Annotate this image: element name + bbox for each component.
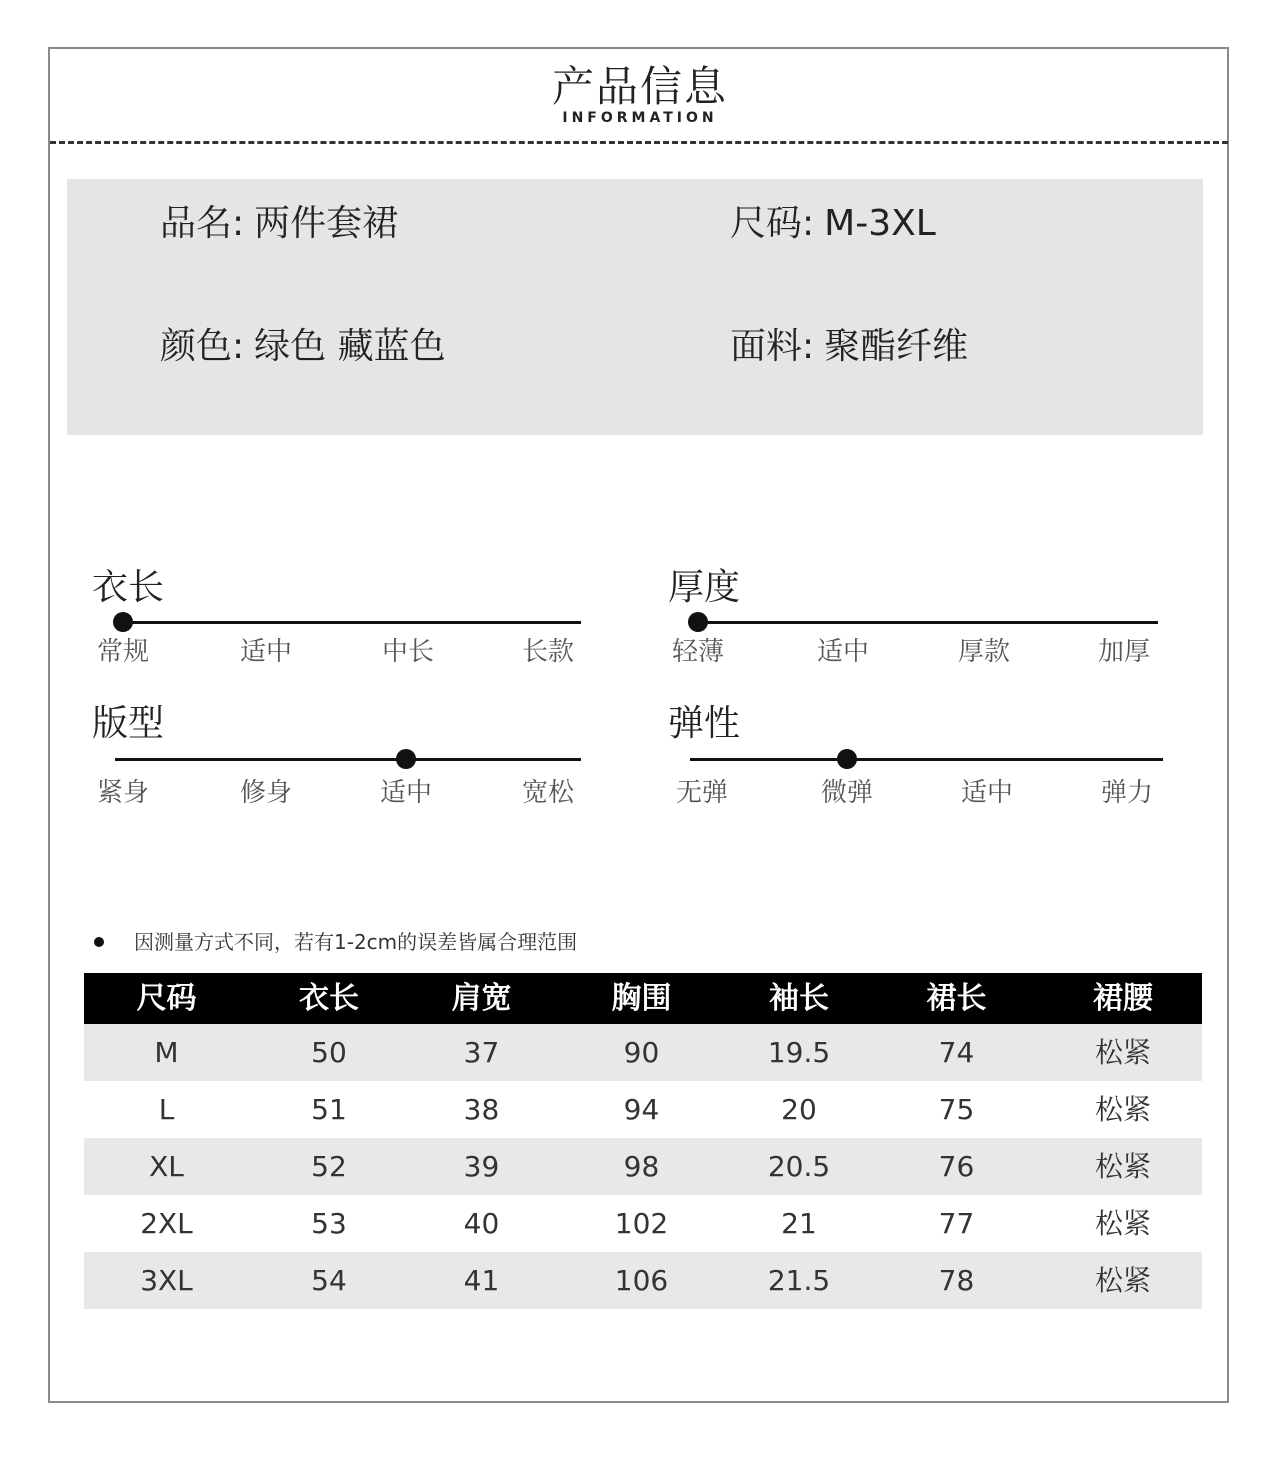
attribute-scale-option: 无弹 (675, 778, 728, 808)
attribute-scale-option: 紧身 (96, 778, 149, 808)
attribute-scale-marker (837, 749, 857, 769)
table-cell: 76 (938, 1150, 975, 1183)
product-color (160, 325, 446, 369)
attribute-scale-track (690, 758, 1163, 761)
table-cell: 20 (781, 1093, 817, 1126)
size-table-header (84, 973, 1202, 1024)
attribute-scale-option: 宽松 (521, 778, 574, 808)
attribute-scale-option: 适中 (960, 778, 1013, 808)
product-name-label: 品名: (160, 203, 245, 244)
table-cell: 37 (463, 1036, 500, 1069)
table-cell: 74 (938, 1036, 975, 1069)
bullet-icon (94, 937, 104, 947)
table-cell: 松紧 (1094, 1093, 1151, 1126)
table-cell: 98 (623, 1150, 660, 1183)
table-cell: 77 (938, 1207, 975, 1240)
table-cell: 51 (311, 1093, 347, 1126)
attribute-scale-option: 加厚 (1097, 637, 1150, 667)
product-name-value: 两件套裙 (254, 203, 399, 244)
attribute-title: 厚度 (668, 567, 741, 608)
attribute-scale-option: 弹力 (1100, 778, 1153, 808)
table-cell: 2XL (140, 1207, 193, 1240)
table-row (84, 1081, 1202, 1138)
product-color-value: 绿色 藏蓝色 (254, 326, 446, 367)
product-fabric-value: 聚酯纤维 (824, 326, 969, 367)
page-title: 产品信息 (551, 62, 728, 111)
table-cell: 78 (938, 1264, 975, 1297)
header-cell: 衣长 (299, 981, 359, 1016)
table-cell: 19.5 (767, 1036, 831, 1069)
page-subtitle: INFORMATION (562, 110, 718, 126)
product-fabric (730, 325, 968, 369)
table-row (84, 1138, 1202, 1195)
table-cell: XL (149, 1150, 184, 1183)
attribute-scale-marker (113, 612, 133, 632)
table-cell: 50 (311, 1036, 347, 1069)
attribute-scale-option: 厚款 (957, 637, 1010, 667)
table-cell: 54 (311, 1264, 347, 1297)
attribute-scale-track (115, 621, 581, 624)
header-cell: 裙腰 (1093, 981, 1153, 1016)
table-cell: 41 (463, 1264, 500, 1297)
attribute-scale-option: 长款 (521, 637, 574, 667)
header-cell: 袖长 (769, 981, 829, 1016)
table-cell: 90 (623, 1036, 660, 1069)
attribute-title: 衣长 (92, 567, 165, 608)
attribute-title: 版型 (92, 703, 165, 744)
product-fabric-label: 面料: (730, 326, 815, 367)
table-cell: 102 (614, 1207, 669, 1240)
table-cell: 40 (463, 1207, 500, 1240)
table-cell: M (154, 1036, 179, 1069)
table-cell: 21.5 (767, 1264, 831, 1297)
attribute-scale-option: 适中 (816, 637, 869, 667)
table-cell: 松紧 (1094, 1264, 1151, 1297)
table-cell: 106 (614, 1264, 669, 1297)
measurement-note: 因测量方式不同，若有1-2cm的误差皆属合理范围 (134, 930, 578, 954)
size-table (84, 973, 1202, 1309)
table-cell: 94 (623, 1093, 660, 1126)
table-cell: 38 (463, 1093, 500, 1126)
table-cell: 75 (938, 1093, 975, 1126)
header-cell: 胸围 (611, 981, 672, 1016)
table-row (84, 1195, 1202, 1252)
attribute-scale-option: 中长 (381, 637, 434, 667)
table-cell: 松紧 (1094, 1036, 1151, 1069)
table-cell: 52 (311, 1150, 347, 1183)
product-size-label: 尺码: (730, 203, 815, 244)
table-cell: 松紧 (1094, 1150, 1151, 1183)
header-cell: 裙长 (926, 981, 987, 1016)
attribute-scale-option: 轻薄 (671, 637, 724, 667)
table-cell: 53 (311, 1207, 347, 1240)
table-row (84, 1024, 1202, 1081)
attribute-scale-option: 适中 (379, 778, 432, 808)
attribute-scale-option: 修身 (239, 778, 292, 808)
product-size-value: M-3XL (824, 203, 936, 244)
table-cell: 39 (463, 1150, 500, 1183)
dashed-divider (50, 141, 1228, 144)
attribute-scale-option: 常规 (96, 637, 149, 667)
table-cell: 3XL (140, 1264, 193, 1297)
attribute-scale-marker (688, 612, 708, 632)
product-color-label: 颜色: (160, 326, 245, 367)
table-cell: 松紧 (1094, 1207, 1151, 1240)
table-cell: 20.5 (767, 1150, 831, 1183)
header-cell: 尺码 (136, 981, 197, 1016)
attribute-scale-marker (396, 749, 416, 769)
product-size (730, 202, 936, 246)
product-name (160, 202, 398, 246)
attribute-scale-track (690, 621, 1158, 624)
attribute-title: 弹性 (668, 703, 741, 744)
attribute-scale-option: 微弹 (820, 778, 873, 808)
table-cell: L (158, 1093, 175, 1126)
header-cell: 肩宽 (451, 981, 512, 1016)
attribute-scale-option: 适中 (239, 637, 292, 667)
table-cell: 21 (781, 1207, 817, 1240)
attribute-scale-track (115, 758, 581, 761)
table-row (84, 1252, 1202, 1309)
